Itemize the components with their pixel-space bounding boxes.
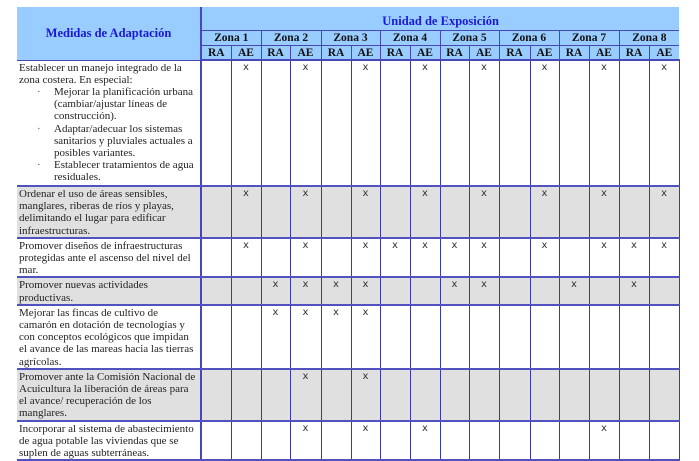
ra-cell-zona-4 — [380, 369, 410, 421]
ra-cell-zona-5 — [440, 305, 469, 369]
ae-cell-zona-2 — [290, 421, 321, 461]
x-mark: x — [392, 239, 398, 251]
ra-cell-zona-3 — [321, 60, 351, 186]
medida-text: Incorporar al sistema de abastecimiento de agua potable las viviendas que se suplen de aguas subterráneas. — [19, 422, 194, 460]
ae-cell-zona-3 — [351, 369, 380, 421]
ra-cell-zona-3 — [321, 186, 351, 238]
zona-header: Zona 1 — [201, 31, 261, 46]
ae-cell-zona-6 — [530, 238, 559, 278]
bullet-icon: · — [37, 159, 41, 172]
medida-cell — [17, 186, 201, 238]
ae-cell-zona-2 — [290, 238, 321, 278]
ae-cell-zona-4 — [410, 421, 440, 461]
x-mark: x — [362, 279, 369, 291]
ra-cell-zona-7 — [559, 60, 589, 186]
medida-bullet-item — [37, 86, 198, 123]
ra-cell-zona-8 — [619, 277, 649, 304]
ae-cell-zona-6 — [530, 421, 559, 461]
ra-cell-zona-1 — [201, 186, 231, 238]
ae-cell-zona-1 — [231, 186, 261, 238]
x-mark: x — [481, 239, 487, 251]
medida-cell — [17, 238, 201, 278]
ae-cell-zona-8 — [649, 60, 679, 186]
ae-cell-zona-3 — [351, 60, 380, 186]
ra-cell-zona-7 — [559, 186, 589, 238]
zona-header: Zona 6 — [499, 31, 559, 46]
x-mark: x — [481, 62, 487, 73]
ae-cell-zona-5 — [469, 60, 499, 186]
ae-cell-zona-1 — [231, 238, 261, 278]
ae-cell-zona-7 — [589, 186, 619, 238]
medida-text: Ordenar el uso de áreas sensibles, manglares, riberas de ríos y playas, delimitando el lugar para edificar infraestructuras. — [19, 188, 174, 237]
medida-cell — [17, 305, 201, 369]
ae-cell-zona-1 — [231, 369, 261, 421]
ra-cell-zona-4 — [380, 421, 410, 461]
medida-bullet-item — [37, 123, 198, 160]
ra-cell-zona-8 — [619, 305, 649, 369]
ra-cell-zona-1 — [201, 238, 231, 278]
ra-cell-zona-2 — [261, 60, 290, 186]
x-mark: x — [362, 306, 369, 318]
medida-cell — [17, 369, 201, 421]
ra-header: RA — [261, 46, 290, 61]
ra-cell-zona-7 — [559, 421, 589, 461]
ae-header: AE — [589, 46, 619, 61]
x-mark: x — [362, 62, 369, 73]
ae-cell-zona-5 — [469, 186, 499, 238]
ra-cell-zona-8 — [619, 186, 649, 238]
ra-cell-zona-5 — [440, 277, 469, 304]
x-mark: x — [541, 62, 548, 73]
ae-cell-zona-1 — [231, 421, 261, 461]
ra-cell-zona-6 — [499, 238, 530, 278]
table-row — [17, 238, 679, 278]
x-mark: x — [422, 422, 428, 434]
ra-cell-zona-2 — [261, 238, 290, 278]
ae-cell-zona-6 — [530, 186, 559, 238]
ae-cell-zona-8 — [649, 238, 679, 278]
ae-cell-zona-7 — [589, 421, 619, 461]
ra-cell-zona-6 — [499, 186, 530, 238]
ra-cell-zona-3 — [321, 369, 351, 421]
zona-header: Zona 7 — [559, 31, 619, 46]
ae-cell-zona-5 — [469, 421, 499, 461]
ae-cell-zona-4 — [410, 186, 440, 238]
x-mark: x — [422, 188, 428, 199]
ae-cell-zona-2 — [290, 277, 321, 304]
medida-bullet-text: Establecer tratamientos de agua residuales. — [54, 159, 194, 184]
ae-cell-zona-4 — [410, 305, 440, 369]
ae-cell-zona-8 — [649, 369, 679, 421]
x-mark: x — [362, 370, 369, 382]
ae-cell-zona-3 — [351, 305, 380, 369]
x-mark: x — [422, 62, 428, 73]
zona-header: Zona 4 — [380, 31, 440, 46]
ra-cell-zona-5 — [440, 186, 469, 238]
ra-header: RA — [201, 46, 231, 61]
ae-header: AE — [410, 46, 440, 61]
ae-cell-zona-7 — [589, 369, 619, 421]
ae-cell-zona-2 — [290, 305, 321, 369]
ra-cell-zona-6 — [499, 305, 530, 369]
ae-cell-zona-5 — [469, 305, 499, 369]
medida-cell — [17, 60, 201, 186]
x-mark: x — [541, 188, 548, 199]
ae-cell-zona-8 — [649, 305, 679, 369]
ae-header: AE — [351, 46, 380, 61]
zona-header: Zona 3 — [321, 31, 380, 46]
medida-intro: Establecer un manejo integrado de la zona costera. En especial: — [19, 61, 182, 86]
ae-cell-zona-2 — [290, 369, 321, 421]
ae-cell-zona-3 — [351, 277, 380, 304]
ae-header: AE — [290, 46, 321, 61]
table-row — [17, 369, 679, 421]
ae-cell-zona-2 — [290, 186, 321, 238]
ra-cell-zona-1 — [201, 421, 231, 461]
ae-cell-zona-1 — [231, 60, 261, 186]
ae-header: AE — [530, 46, 559, 61]
x-mark: x — [631, 279, 637, 291]
ra-cell-zona-7 — [559, 238, 589, 278]
ae-cell-zona-7 — [589, 238, 619, 278]
adaptation-measures-table — [17, 7, 680, 461]
ra-header: RA — [559, 46, 589, 61]
x-mark: x — [601, 62, 607, 73]
ae-cell-zona-3 — [351, 238, 380, 278]
ae-header: AE — [649, 46, 679, 61]
ae-cell-zona-1 — [231, 305, 261, 369]
medida-text: Promover nuevas actividades productivas. — [19, 279, 148, 304]
ae-cell-zona-6 — [530, 305, 559, 369]
x-mark: x — [243, 62, 249, 73]
ae-cell-zona-6 — [530, 277, 559, 304]
table-header — [17, 7, 679, 60]
x-mark: x — [362, 239, 369, 251]
medida-bullet-item — [37, 159, 198, 183]
ae-cell-zona-5 — [469, 277, 499, 304]
x-mark: x — [302, 306, 309, 318]
ra-cell-zona-2 — [261, 305, 290, 369]
x-mark: x — [661, 188, 668, 199]
ae-cell-zona-7 — [589, 305, 619, 369]
ra-cell-zona-2 — [261, 369, 290, 421]
ra-header: RA — [321, 46, 351, 61]
x-mark: x — [661, 62, 668, 73]
medida-text: Mejorar las fincas de cultivo de camarón en dotación de tecnologías y con conceptos ecológicos que impidan el avance de las mareas hacia las tierras agrícolas. — [19, 306, 194, 368]
ra-cell-zona-5 — [440, 421, 469, 461]
table-row — [17, 305, 679, 369]
ra-cell-zona-2 — [261, 186, 290, 238]
ra-cell-zona-5 — [440, 60, 469, 186]
table-row — [17, 421, 679, 461]
ra-cell-zona-5 — [440, 238, 469, 278]
x-mark: x — [333, 306, 339, 318]
x-mark: x — [333, 279, 339, 291]
x-mark: x — [272, 279, 279, 291]
ra-cell-zona-6 — [499, 369, 530, 421]
medida-cell — [17, 277, 201, 304]
x-mark: x — [362, 422, 369, 434]
ae-cell-zona-6 — [530, 369, 559, 421]
table-row — [17, 277, 679, 304]
x-mark: x — [272, 306, 279, 318]
medida-cell — [17, 421, 201, 461]
table-body — [17, 60, 679, 460]
x-mark: x — [302, 279, 309, 291]
bullet-icon: · — [37, 85, 41, 98]
ae-cell-zona-8 — [649, 421, 679, 461]
x-mark: x — [302, 62, 309, 73]
ra-cell-zona-3 — [321, 421, 351, 461]
x-mark: x — [601, 239, 607, 251]
ra-cell-zona-4 — [380, 60, 410, 186]
x-mark: x — [362, 188, 369, 199]
ae-header: AE — [231, 46, 261, 61]
ra-cell-zona-4 — [380, 305, 410, 369]
x-mark: x — [243, 239, 249, 251]
medida-bullet-text: Mejorar la planificación urbana (cambiar/ajustar líneas de construcción). — [54, 85, 193, 123]
x-mark: x — [571, 279, 577, 291]
ra-header: RA — [440, 46, 469, 61]
ra-cell-zona-8 — [619, 369, 649, 421]
ra-cell-zona-8 — [619, 60, 649, 186]
ra-header: RA — [619, 46, 649, 61]
ra-cell-zona-3 — [321, 277, 351, 304]
medida-text: Promover ante la Comisión Nacional de Acuicultura la liberación de áreas para el avance/ recuperación de los manglares. — [19, 370, 196, 420]
x-mark: x — [541, 239, 548, 251]
ae-header: AE — [469, 46, 499, 61]
zona-header: Zona 8 — [619, 31, 679, 46]
medidas-header: Medidas de Adaptación — [17, 7, 201, 60]
ra-cell-zona-2 — [261, 421, 290, 461]
ae-cell-zona-4 — [410, 238, 440, 278]
x-mark: x — [481, 279, 487, 291]
x-mark: x — [302, 239, 309, 251]
x-mark: x — [451, 239, 458, 251]
table-row — [17, 186, 679, 238]
medida-bullet-text: Adaptar/adecuar los sistemas sanitarios y pluviales actuales a posibles variantes. — [54, 122, 193, 159]
ae-cell-zona-7 — [589, 277, 619, 304]
x-mark: x — [601, 422, 607, 434]
ra-cell-zona-7 — [559, 305, 589, 369]
unidad-header: Unidad de Exposición — [201, 7, 679, 31]
ra-cell-zona-1 — [201, 277, 231, 304]
medida-bullet-list — [19, 86, 198, 184]
medida-text: Promover diseños de infraestructuras protegidas ante el ascenso del nivel del mar. — [19, 239, 191, 277]
ra-header: RA — [499, 46, 530, 61]
ae-cell-zona-8 — [649, 186, 679, 238]
ra-cell-zona-1 — [201, 60, 231, 186]
ra-cell-zona-1 — [201, 369, 231, 421]
x-mark: x — [451, 279, 458, 291]
ra-cell-zona-8 — [619, 238, 649, 278]
ra-cell-zona-4 — [380, 186, 410, 238]
ra-cell-zona-6 — [499, 60, 530, 186]
ae-cell-zona-7 — [589, 60, 619, 186]
x-mark: x — [601, 188, 607, 199]
x-mark: x — [302, 422, 309, 434]
ae-cell-zona-4 — [410, 369, 440, 421]
ra-cell-zona-2 — [261, 277, 290, 304]
ae-cell-zona-5 — [469, 369, 499, 421]
x-mark: x — [243, 188, 249, 199]
ae-cell-zona-2 — [290, 60, 321, 186]
x-mark: x — [631, 239, 637, 251]
ra-cell-zona-4 — [380, 238, 410, 278]
x-mark: x — [302, 188, 309, 199]
ae-cell-zona-4 — [410, 277, 440, 304]
ra-cell-zona-7 — [559, 369, 589, 421]
zona-header: Zona 5 — [440, 31, 499, 46]
ae-cell-zona-3 — [351, 421, 380, 461]
ra-cell-zona-1 — [201, 305, 231, 369]
zona-header: Zona 2 — [261, 31, 321, 46]
table-row — [17, 60, 679, 186]
ae-cell-zona-4 — [410, 60, 440, 186]
ae-cell-zona-6 — [530, 60, 559, 186]
ae-cell-zona-3 — [351, 186, 380, 238]
ra-cell-zona-5 — [440, 369, 469, 421]
ae-cell-zona-5 — [469, 238, 499, 278]
ae-cell-zona-1 — [231, 277, 261, 304]
ra-header: RA — [380, 46, 410, 61]
ra-cell-zona-7 — [559, 277, 589, 304]
ra-cell-zona-4 — [380, 277, 410, 304]
x-mark: x — [302, 370, 309, 382]
x-mark: x — [422, 239, 428, 251]
ra-cell-zona-3 — [321, 238, 351, 278]
ra-cell-zona-8 — [619, 421, 649, 461]
ra-cell-zona-6 — [499, 421, 530, 461]
ra-cell-zona-3 — [321, 305, 351, 369]
x-mark: x — [661, 239, 668, 251]
x-mark: x — [481, 188, 487, 199]
ae-cell-zona-8 — [649, 277, 679, 304]
bullet-icon: · — [37, 122, 41, 135]
ra-cell-zona-6 — [499, 277, 530, 304]
